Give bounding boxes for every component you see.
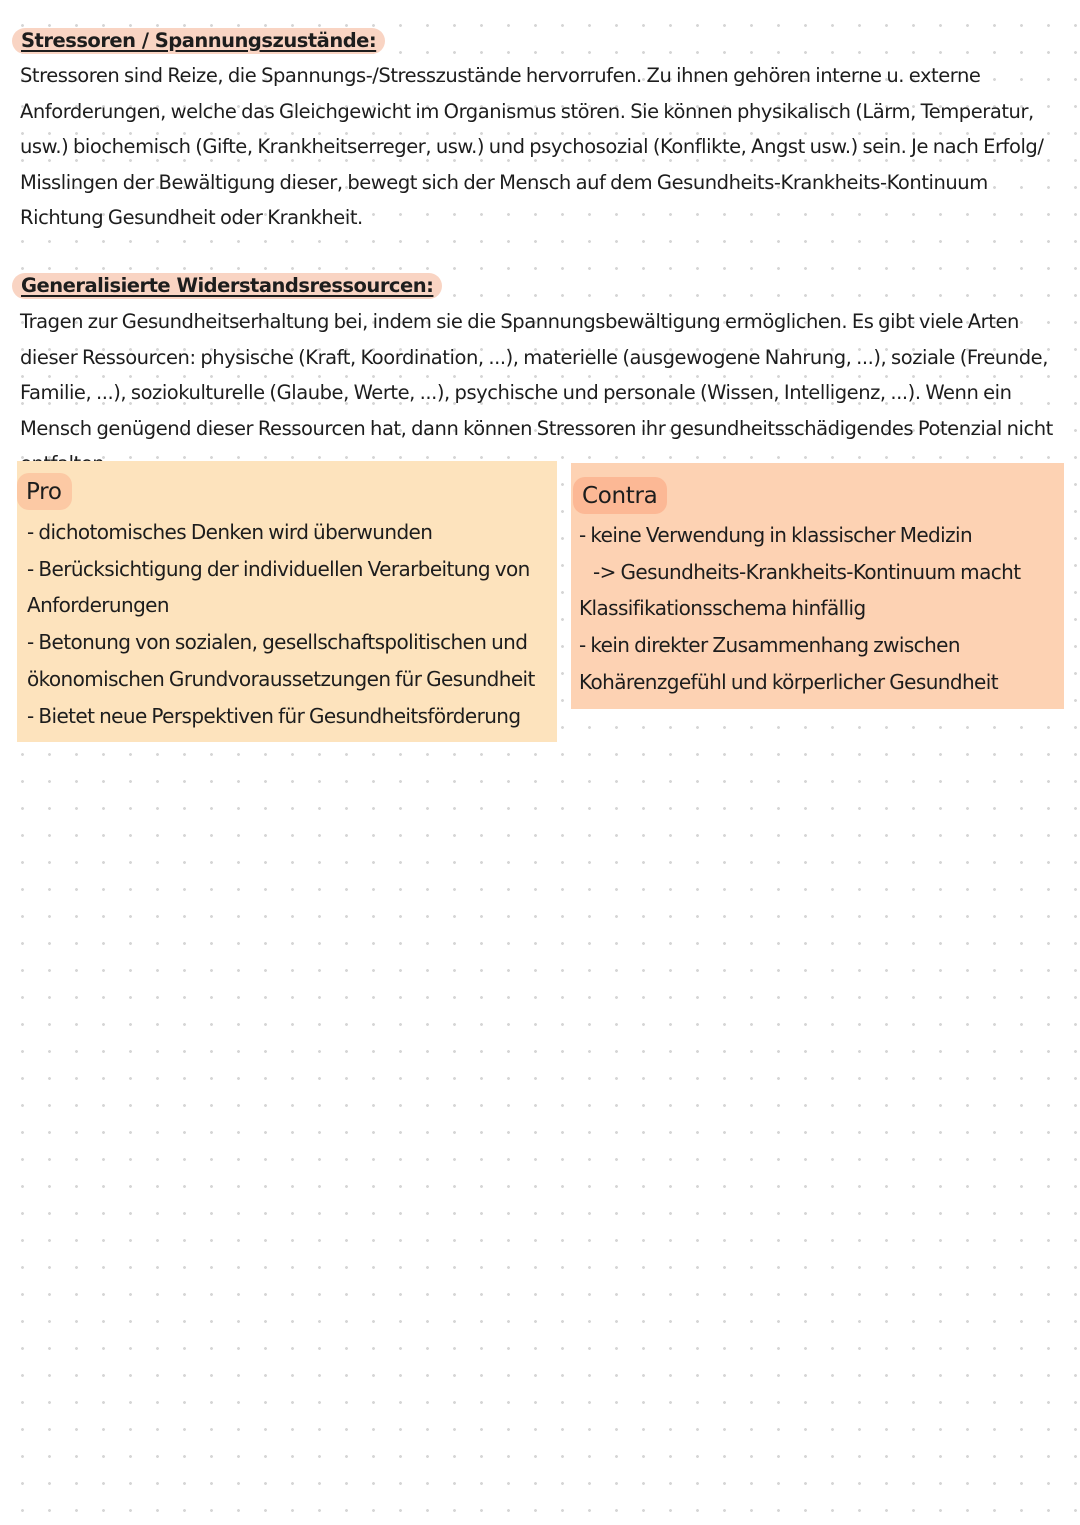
contra-list (579, 517, 1059, 701)
stressors-paragraph: Stressoren sind Reize, die Spannungs-/Stresszustände hervorrufen. Zu ihnen gehören interne u. externe Anforderungen, welche das Gleichgewicht im Organismus stören. Sie können physikalisch (Lärm, Temperatur, usw.) biochemisch (Gifte, Krankheitserreger, usw.) und psychosozial (Konflikte, Angst usw.) sein. Je nach Erfolg/ Misslingen der Bewältigung dieser, bewegt sich der Mensch auf dem Gesundheits-Krankheits-Kontinuum Richtung Gesundheit oder Krankheit. (20, 64, 1044, 229)
contra-label: Contra (573, 477, 667, 514)
pro-line: - dichotomisches Denken wird überwunden (27, 520, 433, 544)
contra-line: -> Gesundheits-Krankheits-Kontinuum macht (593, 559, 1021, 584)
contra-line: Kohärenzgefühl und körperlicher Gesundheit (579, 669, 998, 694)
pro-list (27, 514, 552, 734)
resources-heading: Generalisierte Widerstandsressourcen: (12, 273, 442, 299)
pro-line: - Bietet neue Perspektiven für Gesundheitsförderung (27, 703, 521, 728)
contra-line: - keine Verwendung in klassischer Medizin (579, 523, 973, 547)
contra-line: Klassifikationsschema hinfällig (579, 596, 866, 621)
pro-line: ökonomischen Grundvoraussetzungen für Gesundheit (27, 666, 535, 691)
pro-label: Pro (17, 473, 72, 510)
contra-line: - kein direkter Zusammenhang zwischen (579, 633, 960, 658)
contra-box (571, 463, 1064, 709)
resources-paragraph: Tragen zur Gesundheitserhaltung bei, indem sie die Spannungsbewältigung ermöglichen. Es gibt viele Arten dieser Ressourcen: physische (Kraft, Koordination, ...), materielle (ausgewogene Nahrung, ...), soziale (Freunde, Familie, ...), soziokulturelle (Glaube, Werte, ...), psychische und personale (Wissen, Intelligenz, ...). Wenn ein Mensch genügend dieser Ressourcen hat, dann können Stressoren ihr gesundheitsschädigendes Potenzial nicht (20, 310, 1053, 440)
pro-line: - Berücksichtigung der individuellen Verarbeitung von (27, 556, 530, 581)
pro-line: - Betonung von sozialen, gesellschaftspolitischen und (27, 630, 528, 655)
stressors-heading: Stressoren / Spannungszustände: (12, 28, 385, 54)
pro-box (17, 461, 557, 742)
pro-line: Anforderungen (27, 593, 169, 618)
